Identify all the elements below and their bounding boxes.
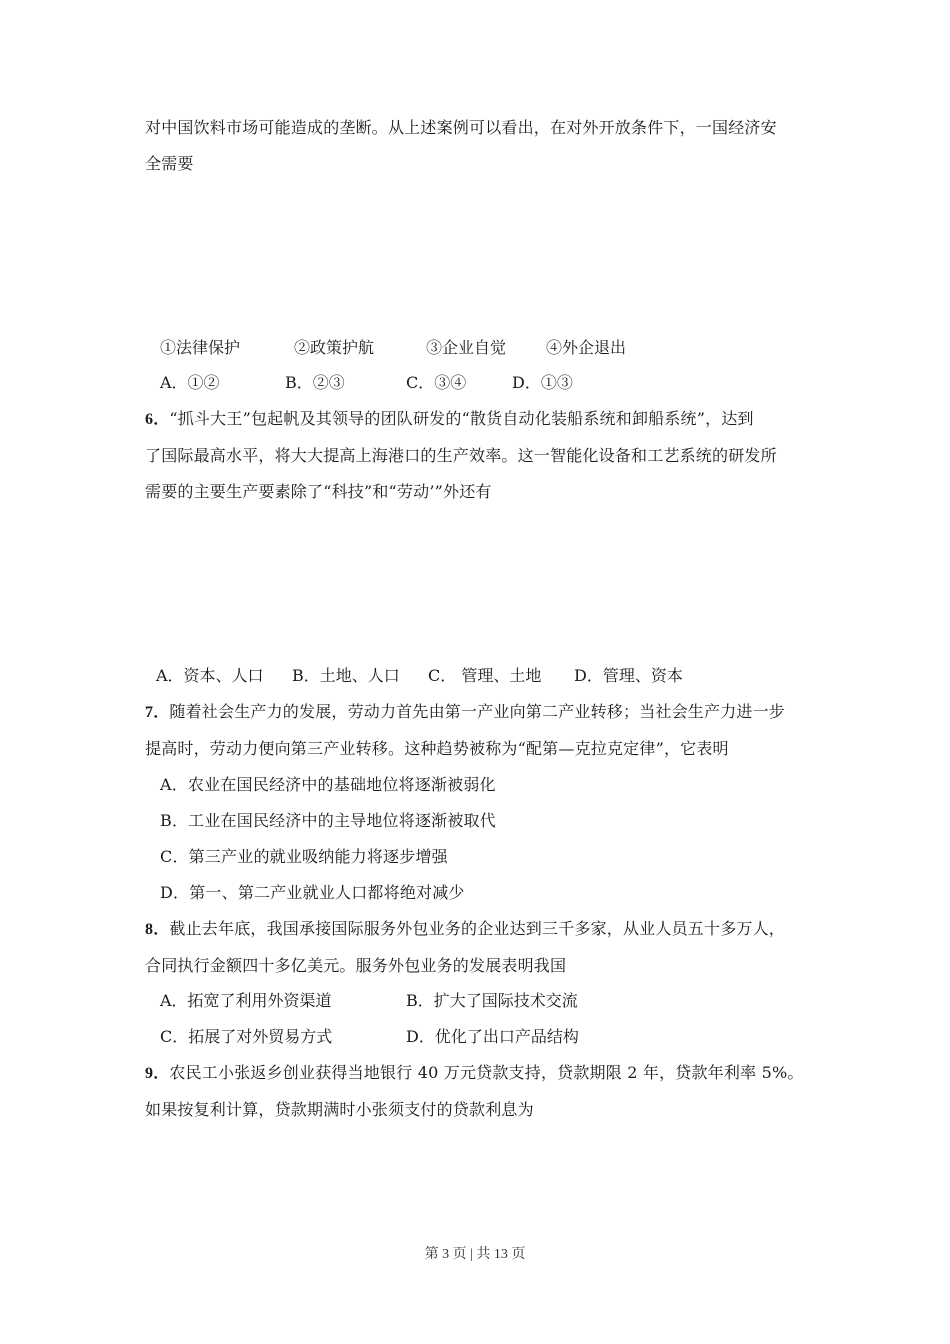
statement-1: ①法律保护 (160, 338, 241, 357)
q5-text-line-2: 全需要 (145, 154, 194, 173)
q7-number: 7． (145, 704, 170, 721)
option-c: C．③④ (406, 373, 467, 392)
q9-number: 9． (145, 1065, 170, 1082)
q7-text-line-2: 提高时，劳动力便向第三产业转移。这种趋势被称为“配第—克拉克定律”，它表明 (145, 739, 729, 758)
option-d: D．管理、资本 (574, 666, 683, 685)
q6-number: 6． (145, 411, 170, 428)
option-b: B．扩大了国际技术交流 (406, 991, 578, 1010)
statement-3: ③企业自觉 (426, 338, 507, 357)
q7-option-b: B．工业在国民经济中的主导地位将逐渐被取代 (160, 811, 496, 830)
option-b: B．土地、人口 (292, 666, 400, 685)
q7-text-line-1: 7．随着社会生产力的发展，劳动力首先由第一产业向第二产业转移；当社会生产力进一步 (145, 702, 786, 721)
option-b: B．②③ (285, 373, 345, 392)
option-c: C．拓展了对外贸易方式 (160, 1027, 333, 1046)
option-a: A．拓宽了利用外资渠道 (160, 991, 332, 1010)
q8-number: 8． (145, 921, 170, 938)
q5-text-line-1: 对中国饮料市场可能造成的垄断。从上述案例可以看出，在对外开放条件下，一国经济安 (145, 118, 777, 137)
q6-text-line-3: 需要的主要生产要素除了“科技”和“劳动’”外还有 (145, 482, 492, 501)
q6-text-line-2: 了国际最高水平，将大大提高上海港口的生产效率。这一智能化设备和工艺系统的研发所 (145, 446, 777, 465)
option-a: A．①② (160, 373, 220, 392)
option-d: D．优化了出口产品结构 (406, 1027, 579, 1046)
statement-4: ④外企退出 (546, 338, 627, 357)
q9-text-line-1: 9．农民工小张返乡创业获得当地银行 40 万元贷款支持，贷款期限 2 年，贷款年利率 5%。 (145, 1063, 804, 1082)
page-footer: 第 3 页 | 共 13 页 (424, 1247, 526, 1262)
option-a: A．资本、人口 (156, 666, 264, 685)
q7-option-d: D．第一、第二产业就业人口都将绝对减少 (160, 883, 465, 902)
q6-text-line-1: 6．“抓斗大王”包起帆及其领导的团队研发的“散货自动化装船系统和卸船系统”，达到 (145, 409, 754, 428)
q7-option-a: A．农业在国民经济中的基础地位将逐渐被弱化 (160, 775, 496, 794)
statement-2: ②政策护航 (294, 338, 375, 357)
q8-text-line-2: 合同执行金额四十多亿美元。服务外包业务的发展表明我国 (145, 956, 567, 975)
option-c: C． 管理、土地 (428, 666, 542, 685)
q9-text-line-2: 如果按复利计算，贷款期满时小张须支付的贷款利息为 (145, 1100, 534, 1119)
option-d: D．①③ (512, 373, 573, 392)
q7-option-c: C．第三产业的就业吸纳能力将逐步增强 (160, 847, 448, 866)
q8-text-line-1: 8．截止去年底，我国承接国际服务外包业务的企业达到三千多家，从业人员五十多万人， (145, 919, 786, 938)
